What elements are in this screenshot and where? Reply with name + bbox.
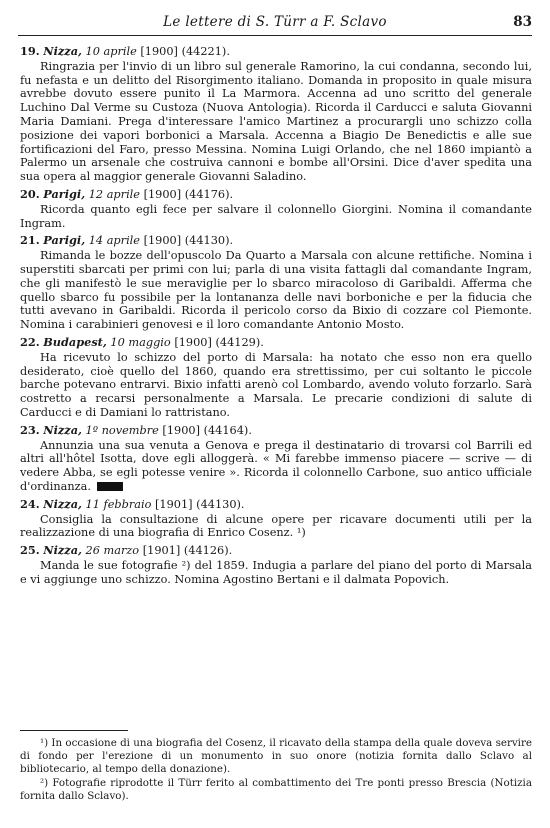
- entry-summary: Ringrazia per l'invio di un libro sul generale Ramorino, la cui condanna, secondo lui, fu nefasta e un delitto del Risorgimento italiano. Domanda in proposito in quale misura avrebbe dovuto essere punito il La Marmora. Accenna ad uno scritto del generale Luchino Dal Verme su Custoza (Nuova Antologia). Ricorda il Carducci e saluta Giovanni Maria Damiani. Prega d'interessare l'amico Martinez a procurargli uno schizzo colla posizione dei vapori borbonici a Marsala. Accenna a Biagio De Benedictis e alle sue fortificazioni del Faro, presso Messina. Nomina Luigi Orlando, che nel 1860 impiantò a Palermo un arsenale che costruiva cannoni e bombe all'Orsini. Dice d'aver spedita una sua opera al maggior generale Giovanni Saladino.: [20, 59, 532, 184]
- entry-place: Nizza,: [43, 543, 82, 558]
- entry-summary-text: Annunzia una sua venuta a Genova e prega il destinatario di trovarsi col Barrili ed altri all'hôtel Isotta, dove egli alloggerà. « Mi farebbe immenso piacere — scrive — di vedere Abba, se egli potesse venire ». Ricorda il colonnello Carbone, suo antico ufficiale d'ordinanza.: [20, 438, 532, 493]
- entry-number: 24.: [20, 496, 40, 511]
- entry-place: Parigi,: [43, 233, 86, 248]
- entry-heading: [20, 336, 532, 350]
- entry-archive-number: (44126).: [183, 544, 233, 558]
- letter-entry: [20, 544, 532, 586]
- redaction-mark: [97, 482, 123, 491]
- entry-date: 10 maggio: [110, 335, 171, 349]
- letter-entry: [20, 188, 532, 230]
- entry-year: [1900]: [174, 335, 212, 349]
- entry-date: 10 aprile: [85, 45, 137, 58]
- entry-heading: [20, 234, 532, 248]
- entry-year: [1900]: [140, 45, 178, 58]
- entry-place: Budapest,: [43, 334, 107, 349]
- entry-date: 1º novembre: [85, 423, 159, 437]
- header-rule: [18, 35, 532, 36]
- letter-entry: [20, 498, 532, 540]
- entry-heading: [20, 188, 532, 202]
- footnotes: [20, 737, 532, 804]
- entry-year: [1901]: [155, 497, 193, 511]
- entry-heading: [20, 498, 532, 512]
- entry-number: 21.: [20, 233, 40, 248]
- entry-date: 12 aprile: [88, 187, 140, 201]
- footnote: ¹) In occasione di una biografia del Cosenz, il ricavato della stampa della quale doveva servire di fondo per l'erezione di un monumento in suo onore (notizia fornita dallo Sclavo al bibliotecario, al tempo della donazione).: [20, 737, 532, 775]
- entry-archive-number: (44130).: [196, 497, 245, 511]
- page-header: [18, 14, 532, 36]
- letter-entry: [20, 336, 532, 420]
- entry-archive-number: (44176).: [184, 187, 234, 201]
- entry-year: [1900]: [143, 234, 182, 248]
- entries-list: [20, 45, 532, 590]
- entry-year: [1900]: [143, 187, 182, 201]
- entry-date: 26 marzo: [85, 544, 140, 558]
- entry-number: 25.: [20, 543, 40, 558]
- page-number: 83: [513, 14, 532, 30]
- entry-summary: [20, 439, 532, 494]
- entry-date: 11 febbraio: [85, 497, 152, 511]
- entry-year: [1900]: [162, 423, 200, 437]
- entry-number: 19.: [20, 44, 40, 58]
- entry-archive-number: (44129).: [215, 335, 264, 349]
- entry-year: [1901]: [142, 544, 181, 558]
- entry-heading: [20, 45, 532, 59]
- entry-heading: [20, 544, 532, 558]
- footnote: ²) Fotografie riprodotte il Türr ferito al combattimento dei Tre ponti presso Brescia (Notizia fornita dallo Sclavo).: [20, 777, 532, 802]
- entry-place: Parigi,: [43, 186, 86, 201]
- footnote-rule: [20, 730, 128, 731]
- entry-summary: Ha ricevuto lo schizzo del porto di Marsala: ha notato che esso non era quello desiderato, cioè quello del 1860, quando era strettissimo, per cui soltanto le piccole barche potevano entrarvi. Bixio infatti arenò col Lombardo, avendo voluto forzarlo. Sarà costretto a recarsi personalmente a Marsala. Le precarie condizioni di salute di Carducci e di Damiani lo rattristano.: [20, 350, 532, 419]
- entry-date: 14 aprile: [88, 234, 140, 248]
- entry-number: 22.: [20, 334, 40, 349]
- entry-summary: Ricorda quanto egli fece per salvare il colonnello Giorgini. Nomina il comandante Ingram.: [20, 202, 532, 230]
- entry-archive-number: (44130).: [184, 234, 234, 248]
- entry-place: Nizza,: [43, 44, 82, 58]
- entry-archive-number: (44164).: [203, 423, 252, 437]
- letter-entry: [20, 424, 532, 494]
- entry-place: Nizza,: [43, 422, 82, 437]
- letter-entry: [20, 234, 532, 332]
- entry-number: 23.: [20, 422, 40, 437]
- running-head: Le lettere di S. Türr a F. Sclavo: [163, 14, 387, 30]
- entry-place: Nizza,: [43, 496, 82, 511]
- entry-number: 20.: [20, 186, 40, 201]
- entry-summary: Rimanda le bozze dell'opuscolo Da Quarto a Marsala con alcune rettifiche. Nomina i superstiti sbarcati per primi con lui; parla di una visita fattagli dal comandante Ingram, che gli manifestò le sue meraviglie per lo sbarco miracoloso di Garibaldi. Afferma che quello sbarco fu possibile per la lontananza delle navi borboniche e per la fiducia che tutti avevano in Garibaldi. Ricorda il pericolo corso da Bixio di cozzare col Piemonte. Nomina i carabinieri genovesi e il loro comandante Antonio Mosto.: [20, 249, 532, 332]
- letter-entry: [20, 45, 532, 184]
- entry-summary: Manda le sue fotografie ²) del 1859. Indugia a parlare del piano del porto di Marsala e vi aggiunge uno schizzo. Nomina Agostino Bertani e il dalmata Popovich.: [20, 558, 532, 586]
- entry-heading: [20, 424, 532, 438]
- entry-archive-number: (44221).: [181, 45, 230, 58]
- entry-summary: Consiglia la consultazione di alcune opere per ricavare documenti utili per la realizzazione di una biografia di Enrico Cosenz. ¹): [20, 512, 532, 540]
